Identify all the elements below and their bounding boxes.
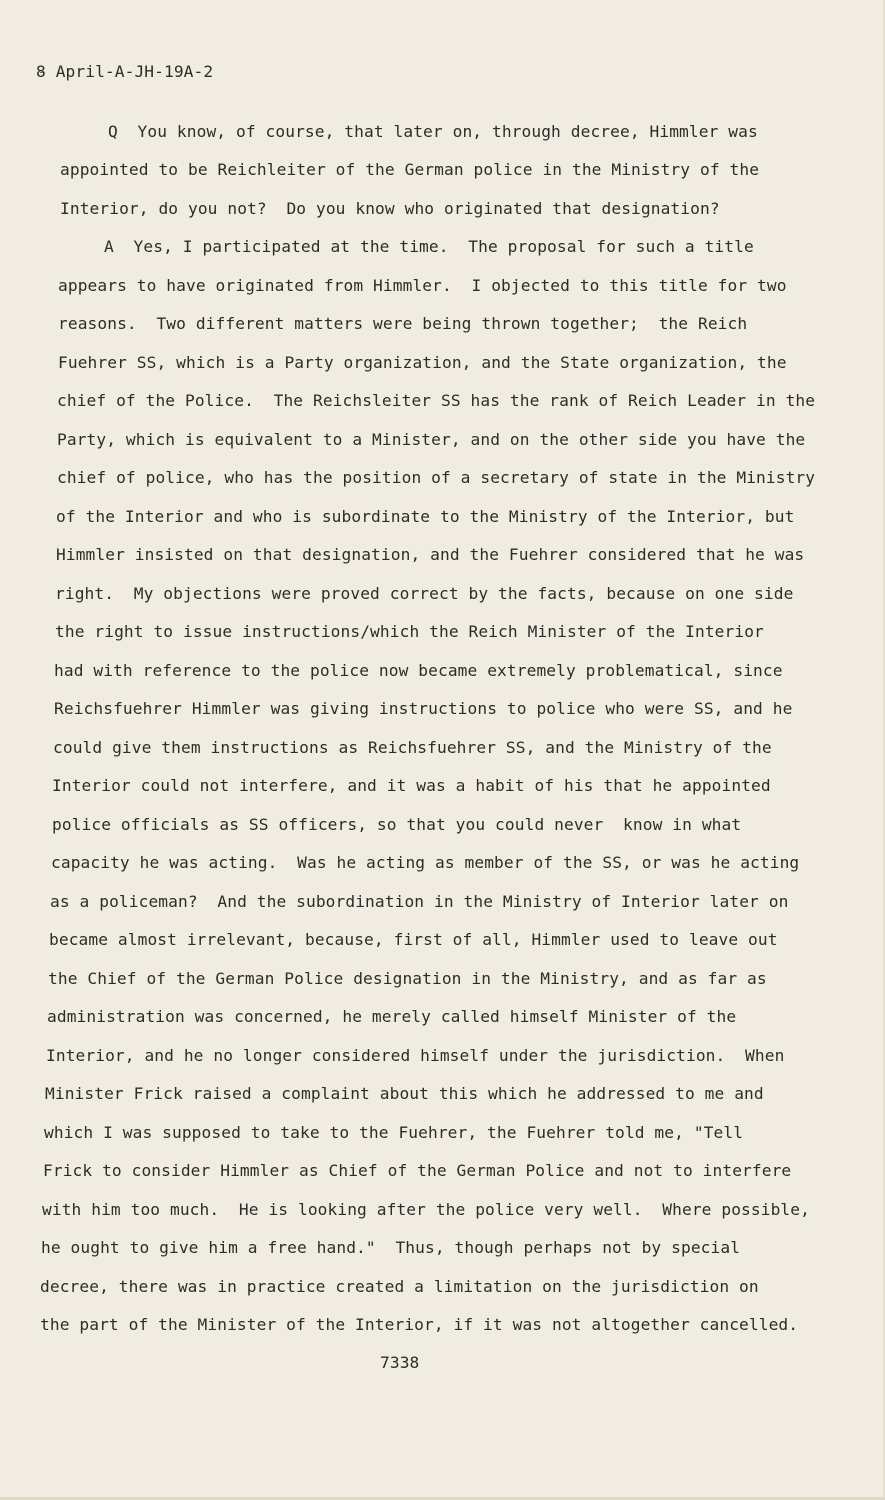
body-line: Q You know, of course, that later on, through decree, Himmler was — [108, 122, 758, 141]
body-line: had with reference to the police now became extremely problematical, since — [54, 661, 783, 680]
body-line: of the Interior and who is subordinate to the Ministry of the Interior, but — [56, 507, 795, 526]
body-line: became almost irrelevant, because, first of all, Himmler used to leave out — [49, 930, 778, 949]
body-line: as a policeman? And the subordination in the Ministry of Interior later on — [50, 892, 789, 911]
body-line: A Yes, I participated at the time. The proposal for such a title — [104, 237, 754, 256]
body-line: Himmler insisted on that designation, and the Fuehrer considered that he was — [56, 545, 805, 564]
body-line: he ought to give him a free hand." Thus, though perhaps not by special — [41, 1238, 741, 1257]
body-line: right. My objections were proved correct by the facts, because on one side — [55, 584, 794, 603]
body-line: the Chief of the German Police designation in the Ministry, and as far as — [48, 969, 767, 988]
body-line: could give them instructions as Reichsfuehrer SS, and the Ministry of the — [53, 738, 772, 757]
body-line: Fuehrer SS, which is a Party organization, and the State organization, the — [58, 353, 787, 372]
body-line: which I was supposed to take to the Fuehrer, the Fuehrer told me, "Tell — [44, 1123, 744, 1142]
body-line: Reichsfuehrer Himmler was giving instructions to police who were SS, and he — [54, 699, 793, 718]
body-line: the part of the Minister of the Interior, if it was not altogether cancelled. — [40, 1315, 799, 1334]
body-line: Interior, do you not? Do you know who originated that designation? — [60, 199, 720, 218]
body-line: chief of police, who has the position of a secretary of state in the Ministry — [57, 468, 816, 487]
body-line: reasons. Two different matters were being thrown together; the Reich — [58, 314, 748, 333]
document-header: 8 April-A-JH-19A-2 — [36, 62, 214, 81]
body-line: Interior could not interfere, and it was a habit of his that he appointed — [52, 776, 771, 795]
body-line: Minister Frick raised a complaint about this which he addressed to me and — [45, 1084, 764, 1103]
body-line: with him too much. He is looking after the police very well. Where possible, — [42, 1200, 810, 1219]
page-number: 7338 — [380, 1353, 420, 1372]
body-line: chief of the Police. The Reichsleiter SS has the rank of Reich Leader in the — [57, 391, 816, 410]
body-line: decree, there was in practice created a limitation on the jurisdiction on — [40, 1277, 759, 1296]
body-line: capacity he was acting. Was he acting as member of the SS, or was he acting — [51, 853, 800, 872]
body-line: appears to have originated from Himmler. I objected to this title for two — [58, 276, 787, 295]
body-line: Interior, and he no longer considered himself under the jurisdiction. When — [46, 1046, 785, 1065]
body-line: the right to issue instructions/which the Reich Minister of the Interior — [55, 622, 764, 641]
body-line: Party, which is equivalent to a Minister, and on the other side you have the — [57, 430, 806, 449]
body-line: Frick to consider Himmler as Chief of the German Police and not to interfere — [43, 1161, 792, 1180]
body-line: administration was concerned, he merely called himself Minister of the — [47, 1007, 737, 1026]
body-line: police officials as SS officers, so that you could never know in what — [52, 815, 742, 834]
body-line: appointed to be Reichleiter of the German police in the Ministry of the — [60, 160, 760, 179]
